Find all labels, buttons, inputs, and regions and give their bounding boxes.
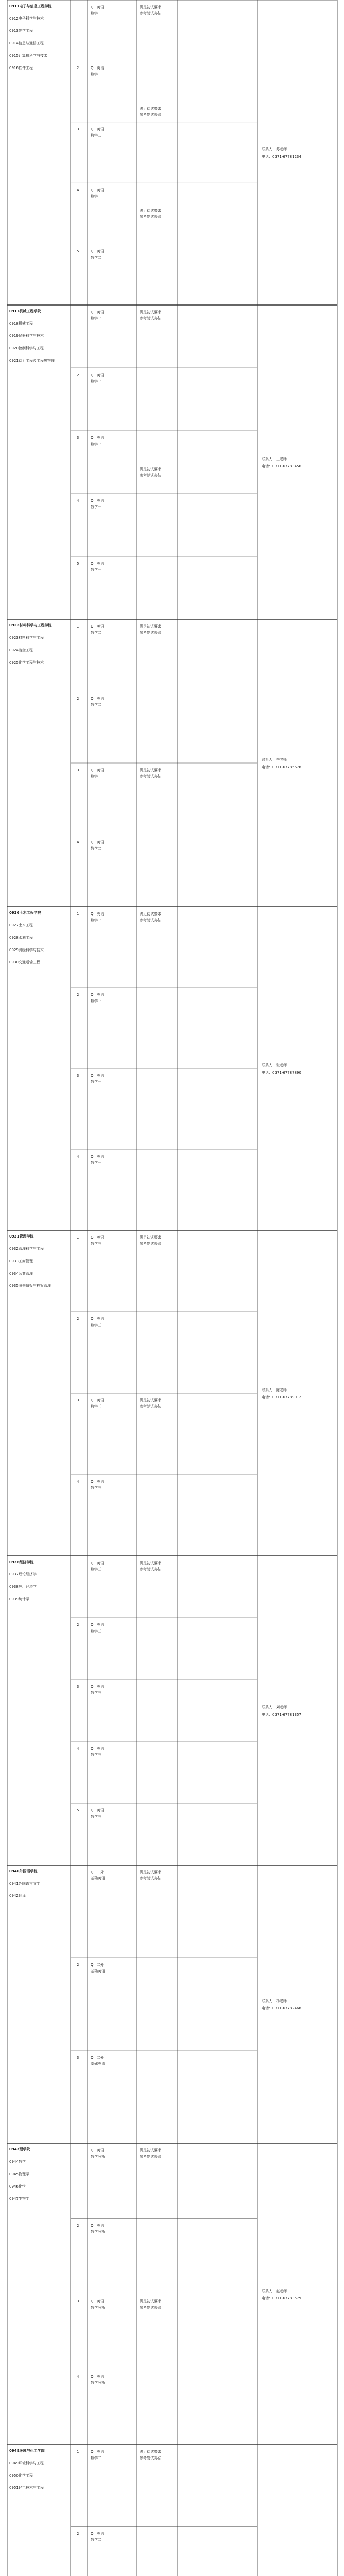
exam-subject: 英语 bbox=[97, 768, 104, 772]
row-index: 1 bbox=[77, 2450, 79, 2454]
exam-subject: 数学三 bbox=[91, 1567, 101, 1571]
exam-code: Q bbox=[91, 1155, 94, 1159]
contact-phone: 电话：0371-67782468 bbox=[262, 2006, 301, 2010]
contact-phone: 电话：0371-67781357 bbox=[262, 1713, 301, 1717]
row-index: 4 bbox=[77, 499, 79, 503]
row-index: 2 bbox=[77, 66, 79, 71]
exam-subject: 数学一 bbox=[91, 379, 101, 383]
contact-phone: 电话：0371-67783579 bbox=[262, 2296, 301, 2300]
exam-subject: 数学三 bbox=[91, 1486, 101, 1490]
major-name: 0936经济学院 bbox=[9, 1560, 34, 1564]
exam-subject: 数学一 bbox=[91, 505, 101, 509]
major-name: 0916软件工程 bbox=[9, 66, 33, 70]
major-name: 0915计算机科学与技术 bbox=[9, 54, 47, 58]
exam-subject: 数学一 bbox=[91, 918, 101, 922]
contact-person: 联系人：赵老师 bbox=[262, 2289, 287, 2293]
requirement-note: 参考复试办法 bbox=[140, 2155, 161, 2159]
row-index: 2 bbox=[77, 2531, 79, 2536]
exam-subject: 数学二 bbox=[91, 631, 101, 635]
exam-subject: 数学三 bbox=[91, 1404, 101, 1409]
exam-subject: 英语 bbox=[97, 2224, 104, 2228]
exam-code: Q bbox=[91, 1623, 94, 1627]
requirement-note: 满足初试要求 bbox=[140, 2299, 161, 2303]
contact-person: 联系人：李老师 bbox=[262, 758, 287, 762]
exam-subject: 英语 bbox=[97, 1747, 104, 1751]
requirement-note: 满足初试要求 bbox=[140, 912, 161, 916]
major-name: 0913光学工程 bbox=[9, 29, 33, 33]
exam-subject: 数学二 bbox=[91, 2537, 101, 2542]
requirement-note: 参考复试办法 bbox=[140, 1567, 161, 1571]
requirement-note: 参考复试办法 bbox=[140, 113, 161, 117]
exam-code: Q bbox=[91, 310, 94, 314]
exam-subject: 英语 bbox=[97, 2374, 104, 2379]
row-index: 4 bbox=[77, 2374, 79, 2379]
exam-subject: 英语 bbox=[97, 912, 104, 916]
major-name: 0941外国语言文学 bbox=[9, 1882, 40, 1886]
exam-subject: 英语 bbox=[97, 373, 104, 377]
exam-code: Q bbox=[91, 1747, 94, 1751]
major-name: 0938应用经济学 bbox=[9, 1585, 37, 1589]
row-index: 2 bbox=[77, 696, 79, 701]
exam-code: Q bbox=[91, 624, 94, 629]
requirement-note: 满足初试要求 bbox=[140, 467, 161, 471]
row-index: 3 bbox=[77, 436, 79, 440]
requirement-note: 满足初试要求 bbox=[140, 310, 161, 314]
exam-subject: 英语 bbox=[97, 2531, 104, 2536]
exam-subject: 数学二 bbox=[91, 774, 101, 778]
exam-subject: 数学三 bbox=[91, 1323, 101, 1327]
row-index: 2 bbox=[77, 1317, 79, 1321]
row-index: 1 bbox=[77, 1235, 79, 1240]
major-name: 0923材料科学与工程 bbox=[9, 636, 44, 640]
contact-person: 联系人：张老师 bbox=[262, 1063, 287, 1067]
requirement-note: 参考复试办法 bbox=[140, 2305, 161, 2310]
row-index: 5 bbox=[77, 1808, 79, 1812]
major-name: 0946化学 bbox=[9, 2184, 26, 2189]
exam-subject: 数学一 bbox=[91, 1161, 101, 1165]
major-name: 0939统计学 bbox=[9, 1597, 29, 1601]
row-index: 1 bbox=[77, 1561, 79, 1565]
major-name: 0930交通运输工程 bbox=[9, 960, 40, 964]
exam-subject: 数学分析 bbox=[91, 2155, 105, 2159]
exam-subject: 数学二 bbox=[91, 194, 101, 199]
major-name: 0918机械工程 bbox=[9, 321, 33, 326]
requirement-note: 参考复试办法 bbox=[140, 918, 161, 922]
row-index: 4 bbox=[77, 188, 79, 193]
contact-person: 联系人：刘老师 bbox=[262, 1705, 287, 1709]
exam-subject: 数学分析 bbox=[91, 2230, 105, 2234]
major-name: 0928水利工程 bbox=[9, 936, 33, 940]
row-index: 4 bbox=[77, 1747, 79, 1751]
row-index: 1 bbox=[77, 5, 79, 9]
exam-code: Q bbox=[91, 2056, 94, 2060]
exam-subject: 数学三 bbox=[91, 1753, 101, 1757]
requirement-note: 满足初试要求 bbox=[140, 5, 161, 9]
exam-subject: 数学一 bbox=[91, 316, 101, 320]
exam-subject: 基础英语 bbox=[91, 1876, 105, 1880]
requirement-note: 参考复试办法 bbox=[140, 214, 161, 219]
major-name: 0942翻译 bbox=[9, 1894, 26, 1898]
row-index: 3 bbox=[77, 127, 79, 131]
major-name: 0940外国语学院 bbox=[9, 1869, 38, 1873]
major-name: 0948环境与化工学院 bbox=[9, 2449, 45, 2453]
row-index: 4 bbox=[77, 1155, 79, 1159]
exam-subject: 数学一 bbox=[91, 999, 101, 1003]
exam-subject: 英语 bbox=[97, 1398, 104, 1402]
requirement-note: 满足初试要求 bbox=[140, 1870, 161, 1874]
major-name: 0935图书情报与档案管理 bbox=[9, 1284, 51, 1288]
requirement-note: 满足初试要求 bbox=[140, 1561, 161, 1565]
exam-code: Q bbox=[91, 249, 94, 253]
row-index: 2 bbox=[77, 1963, 79, 1967]
requirement-note: 参考复试办法 bbox=[140, 2456, 161, 2460]
exam-subject: 英语 bbox=[97, 66, 104, 71]
contact-person: 联系人：苏老师 bbox=[262, 147, 287, 151]
exam-code: Q bbox=[91, 188, 94, 193]
exam-code: Q bbox=[91, 1235, 94, 1240]
exam-subject: 数学二 bbox=[91, 255, 101, 260]
major-name: 0922材料科学与工程学院 bbox=[9, 623, 52, 628]
row-index: 2 bbox=[77, 993, 79, 997]
exam-subject: 二外 bbox=[97, 2056, 104, 2060]
requirement-note: 参考复试办法 bbox=[140, 316, 161, 320]
exam-subject: 英语 bbox=[97, 5, 104, 9]
exam-subject: 英语 bbox=[97, 1480, 104, 1484]
row-index: 3 bbox=[77, 768, 79, 772]
major-name: 0927土木工程 bbox=[9, 923, 33, 927]
major-name: 0929测绘科学与技术 bbox=[9, 948, 44, 952]
exam-code: Q bbox=[91, 373, 94, 377]
requirement-note: 满足初试要求 bbox=[140, 208, 161, 213]
exam-code: Q bbox=[91, 2374, 94, 2379]
exam-subject: 英语 bbox=[97, 1685, 104, 1689]
major-name: 0925化学工程与技术 bbox=[9, 660, 44, 665]
exam-subject: 英语 bbox=[97, 562, 104, 566]
requirement-note: 参考复试办法 bbox=[140, 473, 161, 478]
contact-person: 联系人：陈老师 bbox=[262, 1388, 287, 1392]
row-index: 5 bbox=[77, 249, 79, 253]
row-index: 2 bbox=[77, 2224, 79, 2228]
exam-code: Q bbox=[91, 993, 94, 997]
major-name: 0944数学 bbox=[9, 2160, 26, 2164]
exam-subject: 二外 bbox=[97, 1963, 104, 1967]
major-name: 0932管理科学与工程 bbox=[9, 1247, 44, 1251]
contact-phone: 电话：0371-67789012 bbox=[262, 1395, 301, 1399]
major-name: 0919仪器科学与技术 bbox=[9, 334, 44, 338]
exam-subject: 数学二 bbox=[91, 846, 101, 851]
requirement-note: 满足初试要求 bbox=[140, 2450, 161, 2454]
exam-subject: 数学二 bbox=[91, 11, 101, 15]
row-index: 3 bbox=[77, 1074, 79, 1078]
exam-subject: 英语 bbox=[97, 1623, 104, 1627]
row-index: 3 bbox=[77, 1398, 79, 1402]
major-name: 0920控制科学与工程 bbox=[9, 346, 44, 350]
row-index: 3 bbox=[77, 2056, 79, 2060]
major-name: 0947生物学 bbox=[9, 2197, 29, 2201]
exam-subject: 基础英语 bbox=[91, 2062, 105, 2066]
requirement-note: 满足初试要求 bbox=[140, 1398, 161, 1402]
exam-subject: 英语 bbox=[97, 499, 104, 503]
row-index: 4 bbox=[77, 1480, 79, 1484]
requirement-note: 参考复试办法 bbox=[140, 11, 161, 15]
contact-phone: 电话：0371-67781234 bbox=[262, 155, 301, 159]
exam-subject: 英语 bbox=[97, 188, 104, 193]
requirement-note: 满足初试要求 bbox=[140, 2148, 161, 2153]
row-index: 1 bbox=[77, 1870, 79, 1874]
exam-subject: 数学二 bbox=[91, 702, 101, 707]
exam-subject: 英语 bbox=[97, 436, 104, 440]
requirement-note: 满足初试要求 bbox=[140, 107, 161, 111]
exam-subject: 英语 bbox=[97, 624, 104, 629]
exam-subject: 数学一 bbox=[91, 568, 101, 572]
exam-code: Q bbox=[91, 1561, 94, 1565]
major-name: 0950化学工程 bbox=[9, 2473, 33, 2478]
exam-code: Q bbox=[91, 1480, 94, 1484]
exam-code: Q bbox=[91, 499, 94, 503]
major-name: 0933工商管理 bbox=[9, 1259, 33, 1263]
exam-subject: 数学一 bbox=[91, 442, 101, 446]
requirement-note: 参考复试办法 bbox=[140, 1876, 161, 1880]
major-name: 0911电子与信息工程学院 bbox=[9, 4, 52, 8]
requirement-note: 参考复试办法 bbox=[140, 774, 161, 778]
exam-subject: 基础英语 bbox=[91, 1969, 105, 1973]
exam-subject: 英语 bbox=[97, 127, 104, 131]
exam-code: Q bbox=[91, 1685, 94, 1689]
exam-subject: 数学三 bbox=[91, 1815, 101, 1819]
exam-subject: 数学二 bbox=[91, 133, 101, 138]
contact-person: 联系人：王老师 bbox=[262, 457, 287, 461]
exam-subject: 英语 bbox=[97, 993, 104, 997]
major-name: 0917机械工程学院 bbox=[9, 309, 41, 313]
row-index: 1 bbox=[77, 624, 79, 629]
exam-subject: 英语 bbox=[97, 1235, 104, 1240]
major-name: 0931管理学院 bbox=[9, 1234, 34, 1239]
requirement-note: 满足初试要求 bbox=[140, 624, 161, 629]
exam-subject: 英语 bbox=[97, 310, 104, 314]
row-index: 3 bbox=[77, 2299, 79, 2303]
exam-subject: 英语 bbox=[97, 249, 104, 253]
contact-person: 联系人：杨老师 bbox=[262, 1999, 287, 2003]
row-index: 4 bbox=[77, 840, 79, 844]
major-name: 0951轻工技术与工程 bbox=[9, 2486, 44, 2490]
major-name: 0912电子科学与技术 bbox=[9, 16, 44, 21]
exam-subject: 数学三 bbox=[91, 1242, 101, 1246]
exam-subject: 英语 bbox=[97, 1155, 104, 1159]
exam-subject: 数学三 bbox=[91, 1629, 101, 1633]
exam-subject: 数学二 bbox=[91, 2456, 101, 2460]
exam-subject: 英语 bbox=[97, 1074, 104, 1078]
requirement-note: 满足初试要求 bbox=[140, 1235, 161, 1240]
major-name: 0914信息与通信工程 bbox=[9, 41, 44, 45]
row-index: 1 bbox=[77, 912, 79, 916]
major-name: 0949环境科学与工程 bbox=[9, 2461, 44, 2465]
major-name: 0943理学院 bbox=[9, 2147, 30, 2151]
requirement-note: 参考复试办法 bbox=[140, 1242, 161, 1246]
exam-subject: 数学一 bbox=[91, 1080, 101, 1084]
exam-code: Q bbox=[91, 2450, 94, 2454]
exam-code: Q bbox=[91, 436, 94, 440]
exam-subject: 数学分析 bbox=[91, 2380, 105, 2385]
exam-code: Q bbox=[91, 2148, 94, 2153]
exam-subject: 英语 bbox=[97, 696, 104, 701]
exam-code: Q bbox=[91, 768, 94, 772]
requirement-note: 参考复试办法 bbox=[140, 631, 161, 635]
exam-code: Q bbox=[91, 127, 94, 131]
exam-code: Q bbox=[91, 5, 94, 9]
exam-subject: 二外 bbox=[97, 1870, 104, 1874]
row-index: 2 bbox=[77, 373, 79, 377]
exam-subject: 数学分析 bbox=[91, 2305, 105, 2310]
row-index: 1 bbox=[77, 310, 79, 314]
exam-code: Q bbox=[91, 1317, 94, 1321]
major-name: 0926土木工程学院 bbox=[9, 911, 41, 915]
exam-code: Q bbox=[91, 1398, 94, 1402]
row-index: 2 bbox=[77, 1623, 79, 1627]
exam-code: Q bbox=[91, 66, 94, 71]
exam-code: Q bbox=[91, 2299, 94, 2303]
major-name: 0937理论经济学 bbox=[9, 1572, 37, 1577]
exam-subject: 英语 bbox=[97, 1561, 104, 1565]
exam-subject: 数学三 bbox=[91, 1691, 101, 1695]
exam-code: Q bbox=[91, 912, 94, 916]
exam-subject: 英语 bbox=[97, 2148, 104, 2153]
exam-code: Q bbox=[91, 696, 94, 701]
requirement-note: 参考复试办法 bbox=[140, 1404, 161, 1409]
row-index: 3 bbox=[77, 1685, 79, 1689]
exam-subject: 英语 bbox=[97, 2450, 104, 2454]
exam-code: Q bbox=[91, 1963, 94, 1967]
contact-phone: 电话：0371-67783456 bbox=[262, 464, 301, 468]
exam-code: Q bbox=[91, 562, 94, 566]
requirement-note: 满足初试要求 bbox=[140, 768, 161, 772]
exam-code: Q bbox=[91, 2531, 94, 2536]
exam-code: Q bbox=[91, 1870, 94, 1874]
row-index: 5 bbox=[77, 562, 79, 566]
major-name: 0945物理学 bbox=[9, 2172, 29, 2176]
major-name: 0921动力工程及工程热物理 bbox=[9, 359, 55, 363]
major-name: 0934公共管理 bbox=[9, 1272, 33, 1276]
major-name: 0924冶金工程 bbox=[9, 648, 33, 652]
exam-subject: 英语 bbox=[97, 2299, 104, 2303]
exam-code: Q bbox=[91, 2224, 94, 2228]
exam-subject: 英语 bbox=[97, 1317, 104, 1321]
exam-code: Q bbox=[91, 1074, 94, 1078]
contact-phone: 电话：0371-67785678 bbox=[262, 765, 301, 769]
exam-subject: 数学二 bbox=[91, 72, 101, 77]
exam-subject: 英语 bbox=[97, 840, 104, 844]
exam-code: Q bbox=[91, 840, 94, 844]
contact-phone: 电话：0371-67787890 bbox=[262, 1071, 301, 1075]
exam-code: Q bbox=[91, 1808, 94, 1812]
exam-subject: 英语 bbox=[97, 1808, 104, 1812]
row-index: 1 bbox=[77, 2148, 79, 2153]
